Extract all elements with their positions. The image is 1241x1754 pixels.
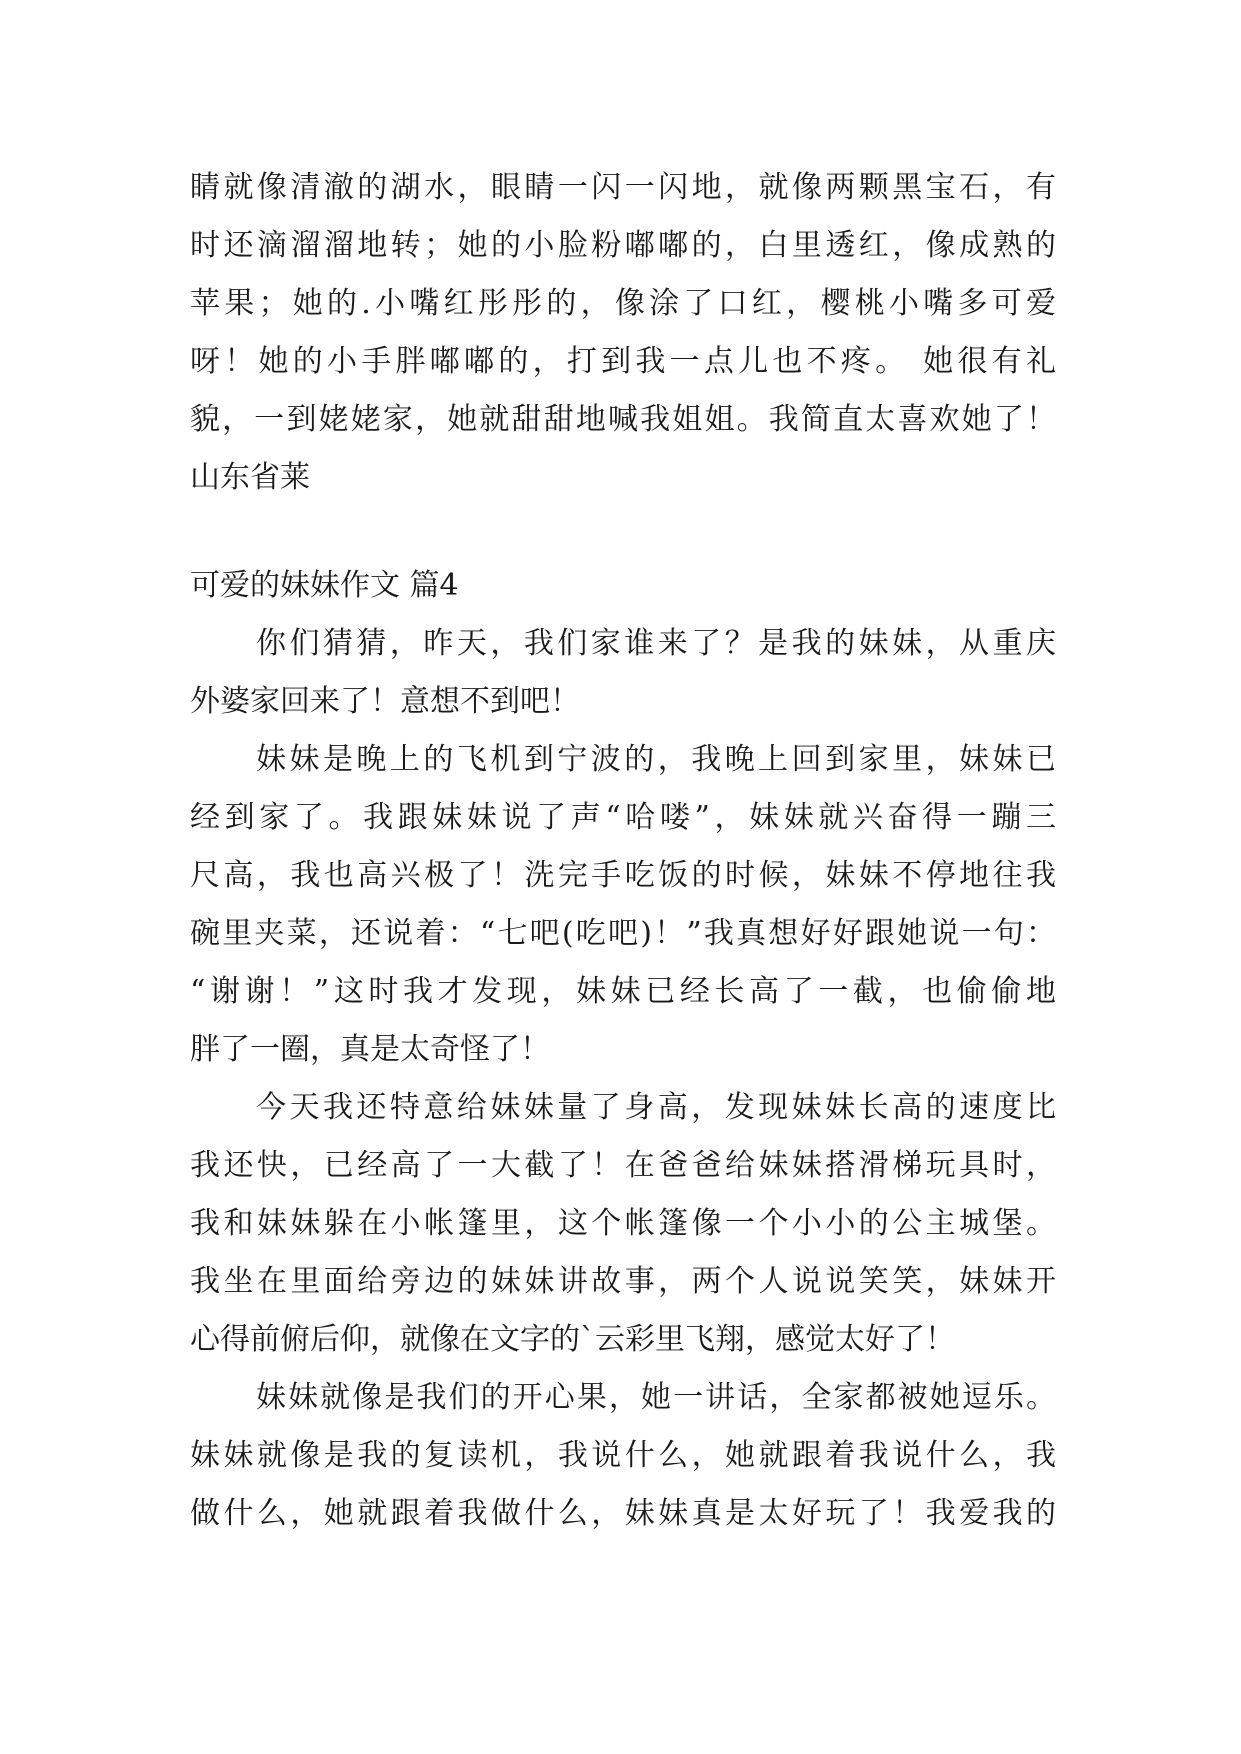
text-line: “谢谢！”这时我才发现，妹妹已经长高了一截，也偷偷地 [190, 974, 1056, 1009]
text-line: 妹妹就像是我的复读机，我说什么，她就跟着我说什么，我 [190, 1438, 1056, 1473]
text-line: 今天我还特意给妹妹量了身高，发现妹妹长高的速度比 [256, 1090, 1056, 1125]
paragraph [190, 1079, 1056, 1369]
text-line: 睛就像清澈的湖水，眼睛一闪一闪地，就像两颗黑宝石，有 [190, 170, 1056, 205]
paragraph [190, 615, 1056, 731]
text-line: 我坐在里面给旁边的妹妹讲故事，两个人说说笑笑，妹妹开 [190, 1264, 1056, 1299]
text-line: 做什么，她就跟着我做什么，妹妹真是太好玩了！我爱我的 [190, 1496, 1056, 1531]
paragraph [190, 731, 1056, 1079]
text-line: 呀！她的小手胖嘟嘟的，打到我一点儿也不疼。 她很有礼 [190, 344, 1056, 379]
text-line: 你们猜猜，昨天，我们家谁来了？是我的妹妹，从重庆 [256, 626, 1056, 661]
text-line: 碗里夹菜，还说着：“七吧(吃吧)！”我真想好好跟她说一句： [190, 916, 1056, 951]
text-line: 心得前俯后仰，就像在文字的`云彩里飞翔，感觉太好了！ [190, 1322, 955, 1357]
text-line: 苹果；她的.小嘴红彤彤的，像涂了口红，樱桃小嘴多可爱 [190, 286, 1056, 321]
previous-section-text [190, 159, 1056, 507]
text-line: 时还滴溜溜地转；她的小脸粉嘟嘟的，白里透红，像成熟的 [190, 228, 1056, 263]
text-line: 貌，一到姥姥家，她就甜甜地喊我姐姐。我简直太喜欢她了！ [190, 402, 1056, 437]
section-gap [190, 507, 1056, 557]
text-line: 妹妹是晚上的飞机到宁波的，我晚上回到家里，妹妹已 [256, 742, 1056, 777]
text-line: 妹妹就像是我们的开心果，她一讲话，全家都被她逗乐。 [256, 1380, 1056, 1415]
text-line: 外婆家回来了！意想不到吧！ [190, 684, 580, 719]
text-line: 山东省莱 [190, 460, 310, 495]
text-line: 经到家了。我跟妹妹说了声“哈喽”，妹妹就兴奋得一蹦三 [190, 800, 1056, 835]
paragraph [190, 1369, 1056, 1543]
text-line: 我和妹妹躲在小帐篷里，这个帐篷像一个小小的公主城堡。 [190, 1206, 1056, 1241]
section-title: 可爱的妹妹作文 篇4 [190, 568, 459, 603]
text-line: 我还快，已经高了一大截了！在爸爸给妹妹搭滑梯玩具时， [190, 1148, 1056, 1183]
text-line: 胖了一圈，真是太奇怪了！ [190, 1032, 550, 1067]
document-body [190, 159, 1056, 1543]
text-line: 尺高，我也高兴极了！洗完手吃饭的时候，妹妹不停地往我 [190, 858, 1056, 893]
